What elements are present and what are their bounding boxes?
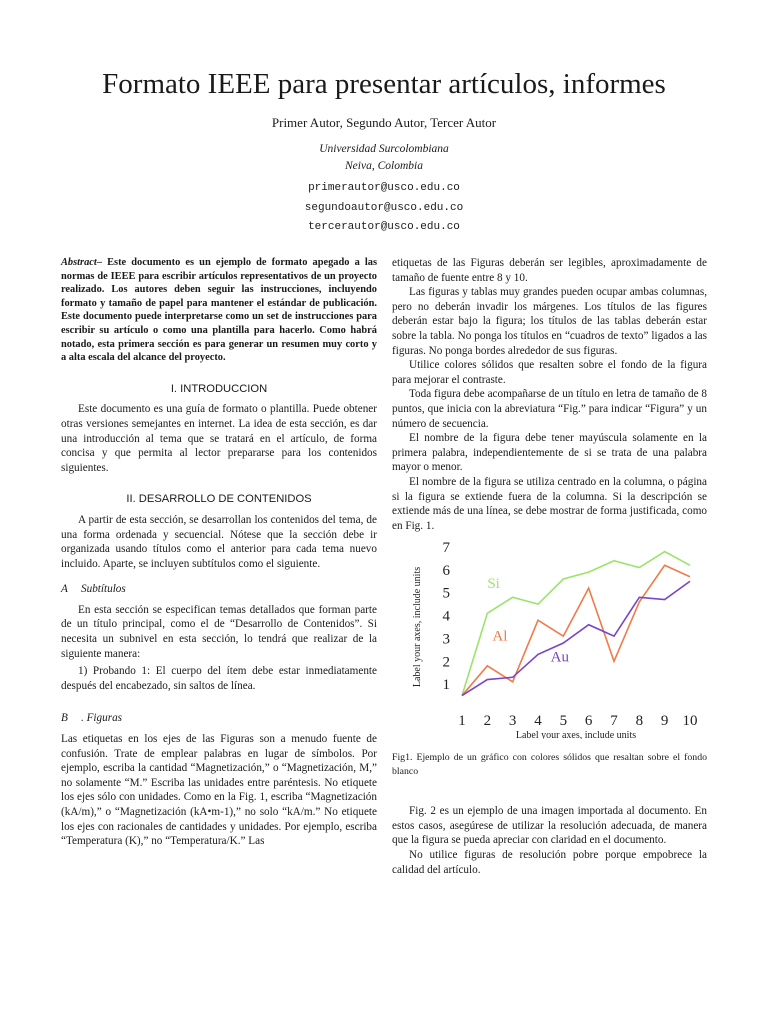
list-item-probando: 1) Probando 1: El cuerpo del ítem debe estar inmediatamente después del encabezado, sin saltos de línea. (61, 665, 377, 692)
affiliation (0, 141, 768, 175)
chart-svg (406, 539, 702, 739)
series-line-si (462, 552, 690, 696)
x-tick-label: 3 (508, 713, 517, 730)
section-heading-intro: I. INTRODUCCION (170, 382, 268, 395)
abstract-label: Abstract (61, 257, 97, 268)
figuras-paragraph: Las etiquetas en los ejes de las Figuras son a menudo fuente de confusión. Trate de emplear palabras en lugar de símbolos. Por ejemplo, escriba la cantidad “Magnetización,” o “Magnetización, M,” no solamente “M.” Escriba las unidades entre paréntesis. No etiquete los ejes sólo con unidades. Como en la Fig. 1, escriba “Magnetización (kA/m),” o “Magnetización (kA•m-1),” no solo “kA/m.” No etiquete los ejes con racionales de cantidades y unidades. Por ejemplo, escriba “Temperatura (K),” no “Temperatura/K.” Las (61, 733, 377, 848)
y-tick-label: 3 (442, 631, 450, 648)
paper-title: Formato IEEE para presentar artículos, informes (102, 68, 666, 100)
abstract (61, 256, 377, 365)
figure-1-chart (406, 539, 702, 739)
x-tick-label: 10 (682, 713, 698, 730)
email-1: primerautor@usco.edu.co (308, 182, 460, 194)
series-label-au: Au (550, 649, 570, 666)
x-tick-label: 7 (610, 713, 618, 730)
x-tick-label: 8 (635, 713, 644, 730)
subsection-title-b: . Figuras (81, 712, 123, 725)
author-list: Primer Autor, Segundo Autor, Tercer Autor (271, 115, 497, 130)
right-paragraph-2: Las figuras y tablas muy grandes pueden ocupar ambas columnas, pero no deberán invadir los márgenes. Los títulos de las figures deberán estar bajo la figura; los títulos de las tablas deberán estar sobre la tabla. No ponga los títulos en “cuadros de texto” ligados a las figuras. No ponga bordes alrededor de sus figuras. (392, 286, 707, 357)
subsection-letter-a: A (61, 583, 68, 596)
right-paragraph-4: Toda figura debe acompañarse de un título en letra de tamaño de 8 puntos, que inicia con la abreviatura “Fig.” para indicar “Figura” y un número de secuencia. (392, 388, 707, 430)
series-label-si: Si (487, 576, 500, 593)
university-name: Universidad Surcolombiana (319, 143, 449, 155)
right-paragraph-5: El nombre de la figura debe tener mayúscula solamente en la primera palabra, independientemente de si se trata de una palabra mayor o menor. (392, 432, 707, 474)
x-tick-label: 5 (559, 713, 568, 730)
city-name: Neiva, Colombia (345, 160, 423, 172)
email-3: tercerautor@usco.edu.co (308, 221, 460, 233)
x-axis-label: Label your axes, include units (515, 730, 637, 740)
right-paragraph-7: Fig. 2 es un ejemplo de una imagen importada al documento. En estos casos, asegúrese de utilizar la resolución adecuada, de manera que la figura se pueda apreciar con claridad en el documento. (392, 805, 707, 847)
intro-paragraph: Este documento es una guía de formato o plantilla. Puede obtener otras versiones semejantes en internet. La idea de esta sección, es dar una introducción al tema que se tratará en el artículo, de forma concisa y que permita al lector prepararse para los contenidos siguientes. (61, 403, 377, 474)
subsection-a-paragraph: En esta sección se especifican temas detallados que forman parte de un título principal, como el de “Desarrollo de Contenidos”. Si necesita un subnivel en esta sección, lo tendrá que realizar de la siguiente manera: (61, 603, 377, 660)
y-tick-label: 2 (442, 654, 450, 671)
subsection-heading-a (61, 582, 377, 597)
x-tick-label: 9 (660, 713, 669, 730)
x-tick-label: 2 (483, 713, 492, 730)
figure-1-caption: Fig1. Ejemplo de un gráfico con colores sólidos que resaltan sobre el fondo blanco (392, 752, 707, 777)
abstract-text: – Este documento es un ejemplo de formato apegado a las normas de IEEE para escribir artículos representativos de un proyecto realizado. Los autores deben seguir las instrucciones, incluyendo formato y tamaño de papel para mantener el estándar de publicación. Este documento puede interpretarse como un set de instrucciones para escribir su artículo o como una plantilla para hacerlo. Como habrá notado, esta primera sección es para generar un resumen muy corto y a alta escala del alcance del proyecto. (61, 257, 377, 364)
y-tick-label: 5 (442, 585, 450, 602)
x-tick-label: 6 (584, 713, 593, 730)
x-tick-label: 1 (458, 713, 466, 730)
desarrollo-paragraph: A partir de esta sección, se desarrollan los contenidos del tema, de una forma ordenada y secuencial. Nótese que la sección debe ir organizada usando títulos como el anterior para cada tema nuevo incluido. Aparte, se incluyen subtítulos como el siguiente. (61, 513, 377, 570)
y-axis-label: Label your axes, include units (412, 567, 423, 688)
right-paragraph-6: El nombre de la figura se utiliza centrado en la columna, o página si la figura se extiende fuera de la columna. Si la descripción se extiende más de una línea, se debe mostrar de forma justificada, como en Fig. 1. (392, 475, 707, 532)
subsection-letter-b: B (61, 712, 68, 725)
right-column (392, 256, 707, 877)
email-list (0, 179, 768, 238)
subsection-heading-b (61, 711, 377, 726)
right-paragraph-3: Utilice colores sólidos que resalten sobre el fondo de la figura para mejorar el contraste. (392, 359, 707, 386)
section-heading-desarrollo: II. DESARROLLO DE CONTENIDOS (126, 493, 312, 506)
y-tick-label: 4 (442, 608, 450, 625)
y-tick-label: 1 (442, 677, 450, 694)
y-tick-label: 6 (442, 563, 450, 580)
right-paragraph-8: No utilice figuras de resolución pobre porque empobrece la calidad del artículo. (392, 849, 707, 876)
series-label-al: Al (492, 628, 508, 645)
x-tick-label: 4 (534, 713, 542, 730)
subsection-title-a: Subtítulos (81, 583, 126, 596)
right-paragraph-1: etiquetas de las Figuras deberán ser legibles, aproximadamente de tamaño de fuente entre 8 y 10. (392, 257, 707, 284)
y-tick-label: 7 (442, 540, 450, 557)
email-2: segundoautor@usco.edu.co (304, 201, 464, 214)
left-column (61, 256, 377, 849)
